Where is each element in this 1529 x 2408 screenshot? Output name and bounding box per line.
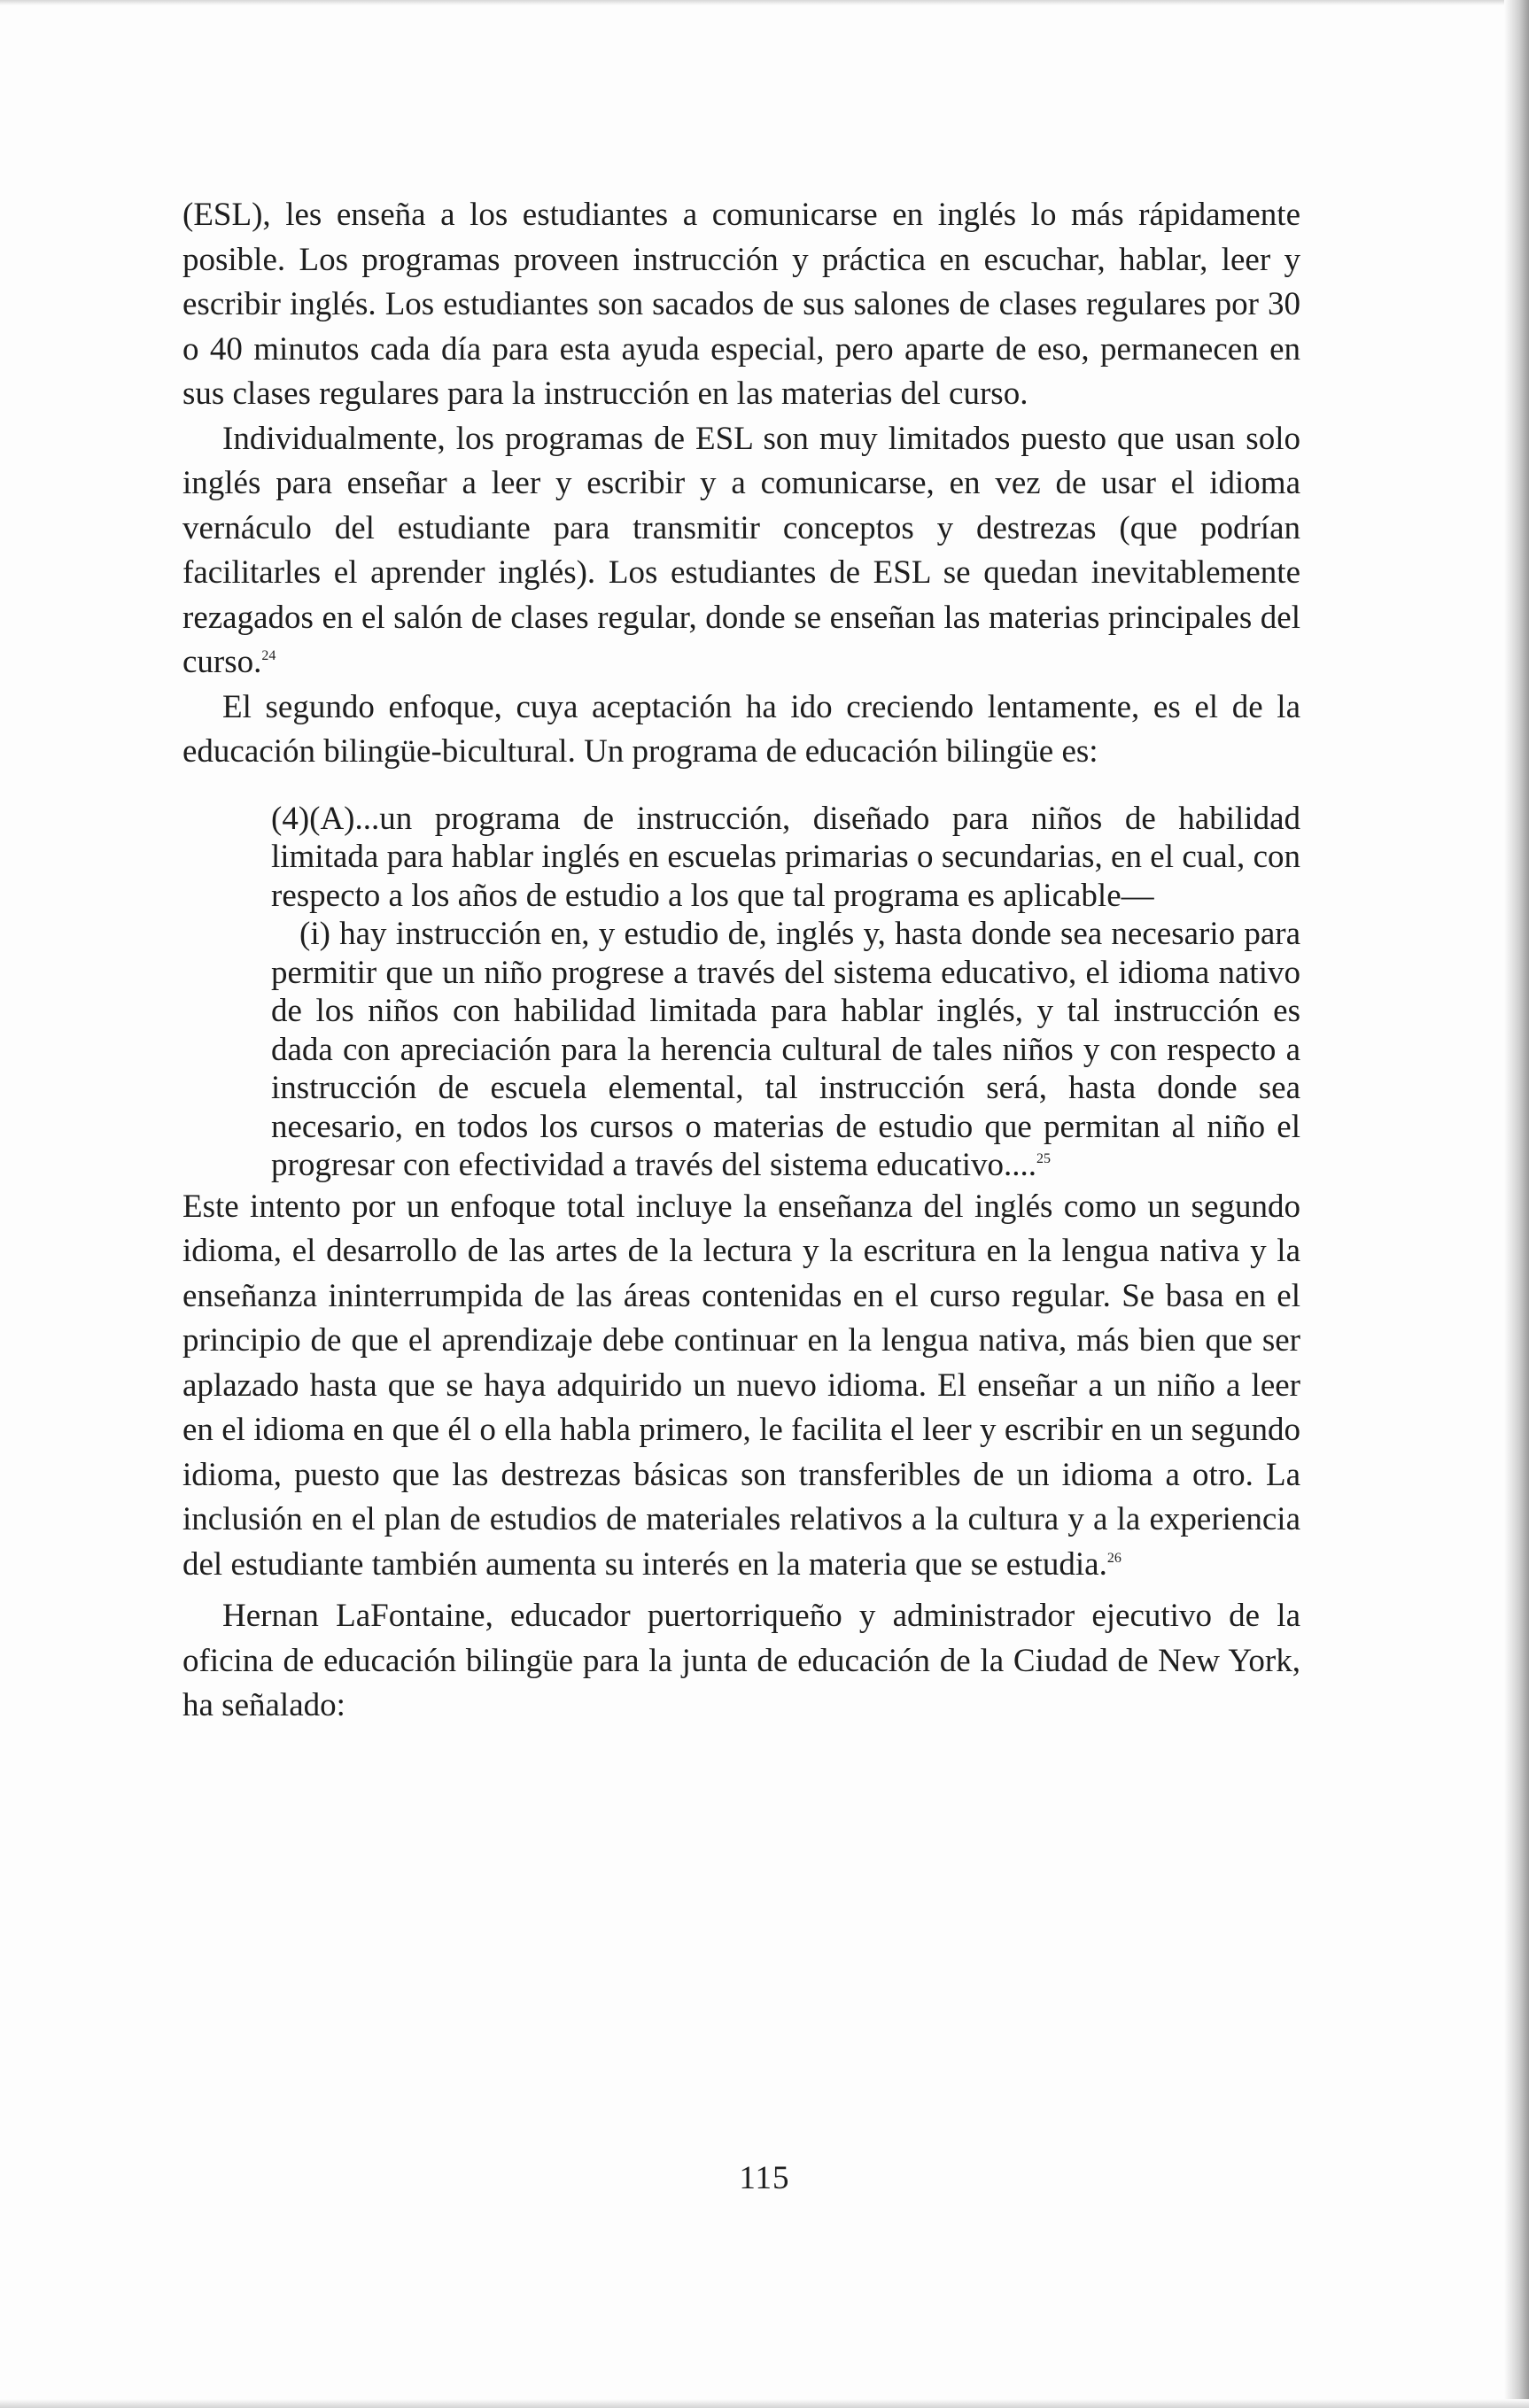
paragraph-text: Este intento por un enfoque total incluye la enseñanza del inglés como un segundo idioma, el desarrollo de las artes de la lectura y la escritura en la lengua nativa y la enseñanza ininterrumpida de las áreas contenidas en el curso regular. Se basa en el principio de que el aprendizaje debe continuar en la lengua nativa, más bien que ser aplazado hasta que se haya adquirido un nuevo idioma. El enseñar a un niño a leer en el idioma en que él o ella habla primero, le facilita el leer y escribir en un segundo idioma, puesto que las destrezas básicas son transferibles de un idioma a otro. La inclusión en el plan de estudios de materiales relativos a la cultura y a la experiencia del estudiante también aumenta su interés en la materia que se estudia.	[182, 1188, 1300, 1583]
page-number: 115	[739, 2160, 790, 2196]
paragraph-text: El segundo enfoque, cuya aceptación ha ido creciendo lentamente, es el de la educación bilingüe-bicultural. Un programa de educación bilingüe es:	[182, 688, 1300, 770]
paragraph-text: Individualmente, los programas de ESL son muy limitados puesto que usan solo inglés para enseñar a leer y escribir y a comunicarse, en vez de usar el idioma vernáculo del estudiante para transmitir conceptos y destrezas (que podrían facilitarles el aprender inglés). Los estudiantes de ESL se quedan inevitablemente rezagados en el salón de clases regular, donde se enseñan las materias principales del curso.	[182, 420, 1300, 680]
body-text	[182, 193, 1300, 1729]
page-edge-right	[1504, 0, 1529, 2408]
paragraph-esl-intro	[182, 193, 1300, 417]
paragraph-text: Hernan LaFontaine, educador puertorriqueño y administrador ejecutivo de la oficina de educación bilingüe para la junta de educación de la Ciudad de New York, ha señalado:	[182, 1598, 1300, 1723]
footnote-marker: 25	[1036, 1151, 1052, 1166]
block-quote	[271, 800, 1300, 1185]
page-edge-top	[0, 0, 1529, 5]
footnote-marker: 24	[261, 648, 276, 663]
paragraph-text: (ESL), les enseña a los estudiantes a comunicarse en inglés lo más rápidamente posible. Los programas proveen instrucción y práctica en escuchar, hablar, leer y escribir inglés. Los estudiantes son sacados de sus salones de clases regulares por 30 o 40 minutos cada día para esta ayuda especial, pero aparte de eso, permanecen en sus clases regulares para la instrucción en las materias del curso.	[182, 197, 1300, 412]
quote-text: (4)(A)...un programa de instrucción, diseñado para niños de habilidad limitada para hablar inglés en escuelas primarias o secundarias, en el cual, con respecto a los años de estudio a los que tal programa es aplicable—	[271, 800, 1300, 914]
page-edge-bottom	[0, 2399, 1529, 2408]
paragraph-bilingual-approach	[182, 685, 1300, 775]
quote-text: (i) hay instrucción en, y estudio de, inglés y, hasta donde sea necesario para permitir que un niño progrese a través del sistema educativo, el idioma nativo de los niños con habilidad limitada para hablar inglés, y tal instrucción es dada con apreciación para la herencia cultural de tales niños y con respecto a instrucción de escuela elemental, tal instrucción será, hasta donde sea necesario, en todos los cursos o materias de estudio que permitan al niño el progresar con efectividad a través del sistema educativo....	[271, 916, 1300, 1183]
paragraph-esl-limits	[182, 417, 1300, 685]
quote-clause-i	[271, 915, 1300, 1185]
paragraph-lafontaine	[182, 1594, 1300, 1729]
paragraph-total-approach	[182, 1185, 1300, 1588]
quote-definition	[271, 800, 1300, 916]
footnote-marker: 26	[1106, 1550, 1122, 1566]
